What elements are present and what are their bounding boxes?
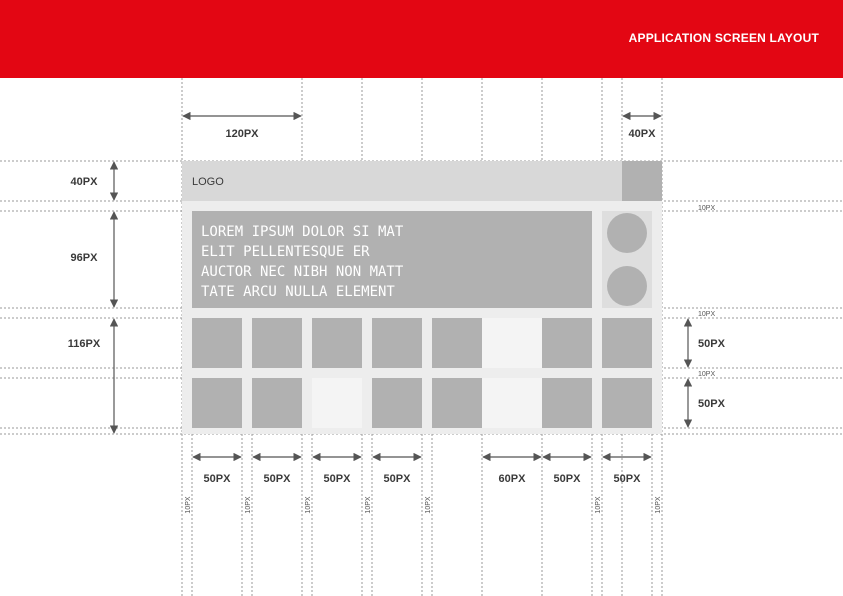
- content-line-4: TATE ARCU NULLA ELEMENT: [201, 284, 395, 300]
- gap-label-logo: 10PX: [698, 205, 716, 212]
- grid-cell: [372, 378, 422, 428]
- gutter-label-4: 10PX: [365, 496, 372, 514]
- logo-bar: [182, 161, 622, 201]
- bottom-dim-label-6: 50PX: [553, 473, 581, 485]
- gutter-label-7: 10PX: [655, 496, 662, 514]
- row2-height-label: 50PX: [698, 398, 725, 410]
- content-line-3: AUCTOR NEC NIBH NON MATT: [201, 264, 404, 280]
- grid-cell: [542, 378, 592, 428]
- bottom-dim-label-4: 50PX: [383, 473, 411, 485]
- content-height-label: 96PX: [70, 252, 98, 264]
- grid-cell: [542, 318, 592, 368]
- grid-cell-empty: [482, 318, 542, 368]
- content-line-2: ELIT PELLENTESQUE ER: [201, 244, 370, 260]
- gutter-label-3: 10PX: [305, 496, 312, 514]
- grid-cell: [192, 378, 242, 428]
- gutter-label-2: 10PX: [245, 496, 252, 514]
- grid-cell: [432, 378, 482, 428]
- grid-cell-empty: [312, 378, 362, 428]
- col-width-label: 120PX: [225, 128, 259, 140]
- grid-cell-empty: [482, 378, 542, 428]
- grid-cell: [602, 378, 652, 428]
- grid-cell: [192, 318, 242, 368]
- header-icon-block: [622, 161, 662, 201]
- grid-cell: [252, 318, 302, 368]
- grid-cell: [312, 318, 362, 368]
- gap-label-content: 10PX: [698, 311, 716, 318]
- grid-cell: [252, 378, 302, 428]
- logo-height-label: 40PX: [70, 176, 98, 188]
- grid-cell: [432, 318, 482, 368]
- grid-cell: [372, 318, 422, 368]
- grid-height-label: 116PX: [67, 338, 101, 350]
- circle-icon-1: [607, 213, 647, 253]
- gutter-label-1: 10PX: [185, 496, 192, 514]
- page-title: APPLICATION SCREEN LAYOUT: [628, 31, 819, 45]
- grid-row-2: [192, 378, 652, 428]
- grid-cell: [602, 318, 652, 368]
- bottom-dim-label-5: 60PX: [498, 473, 526, 485]
- logo-label: LOGO: [192, 176, 224, 188]
- gutter-label-5: 10PX: [425, 496, 432, 514]
- grid-row-1: [192, 318, 652, 368]
- gap-label-rows: 10PX: [698, 371, 716, 378]
- gutter-label-6: 10PX: [595, 496, 602, 514]
- bottom-dim-label-2: 50PX: [263, 473, 291, 485]
- content-line-1: LOREM IPSUM DOLOR SI MAT: [201, 224, 404, 240]
- icon-width-label: 40PX: [628, 128, 656, 140]
- bottom-dim-label-3: 50PX: [323, 473, 351, 485]
- bottom-dim-label-1: 50PX: [203, 473, 231, 485]
- bottom-dim-label-7: 50PX: [613, 473, 641, 485]
- circle-icon-2: [607, 266, 647, 306]
- row1-height-label: 50PX: [698, 338, 725, 350]
